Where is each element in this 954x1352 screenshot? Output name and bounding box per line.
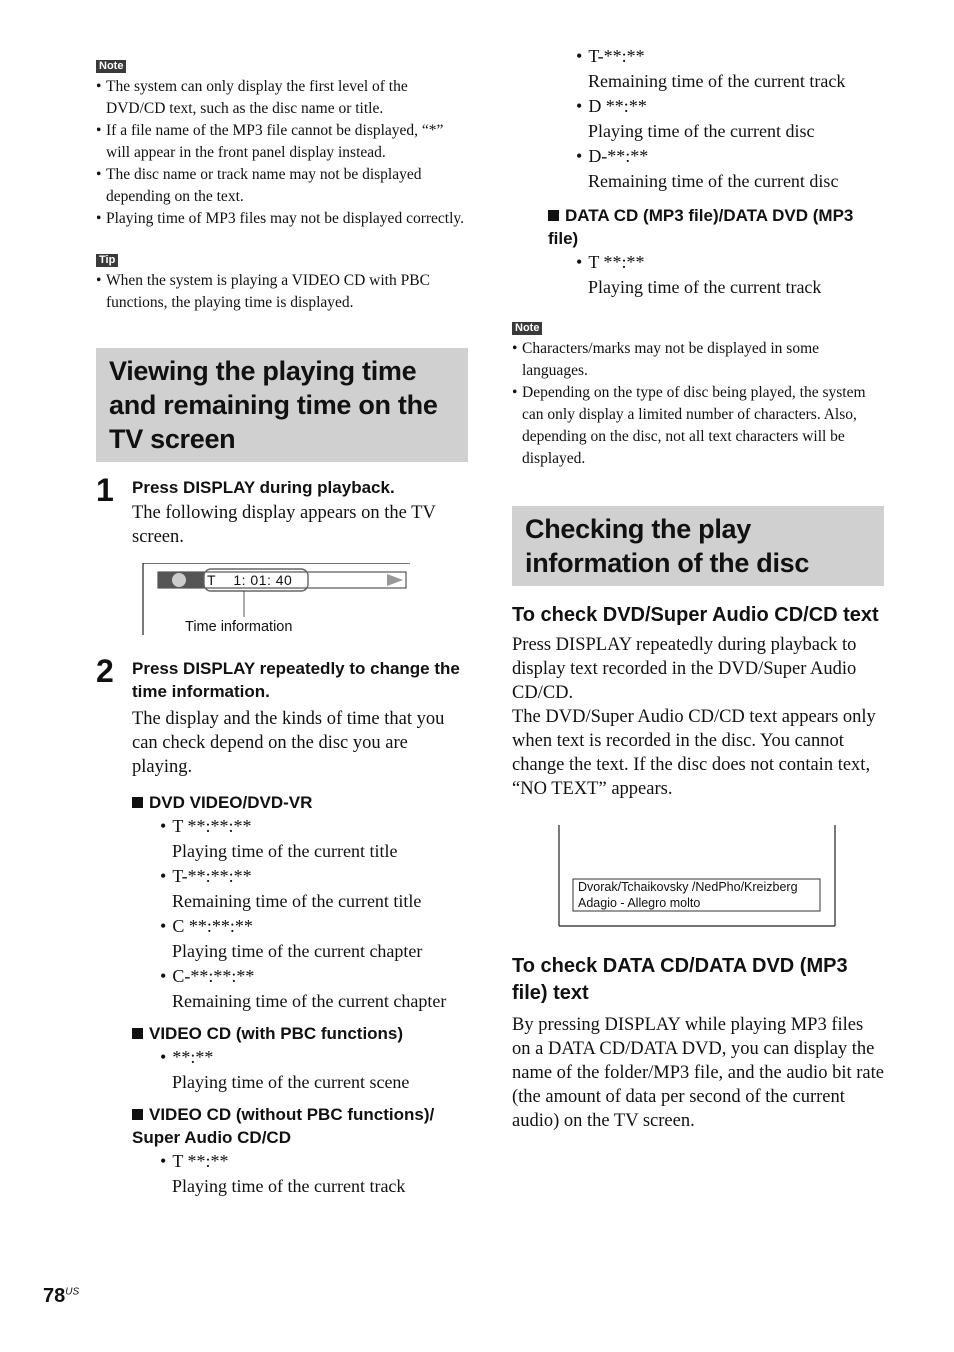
note-item: • Depending on the type of disc being played, the system can only display a limited number of characters. Also, depending on the disc, not all text characters will be displayed. <box>512 382 884 470</box>
note-item: • Characters/marks may not be displayed in some languages. <box>512 338 884 382</box>
disc-text-line1: Dvorak/Tchaikovsky /NedPho/Kreizberg <box>578 880 798 894</box>
list-item: • T **:**:** Playing time of the current title <box>160 814 468 864</box>
tip-list <box>96 270 468 314</box>
step-heading: Press DISPLAY repeatedly to change the time information. <box>132 659 460 701</box>
list-item: • D **:** Playing time of the current disc <box>576 94 884 144</box>
group-heading-mp3: DATA CD (MP3 file)/DATA DVD (MP3 file) <box>548 206 854 248</box>
section-title-play-info: Checking the play information of the disc <box>512 506 884 586</box>
time-readout: T 1: 01: 40 <box>207 572 293 588</box>
subheading-dvd-text: To check DVD/Super Audio CD/CD text <box>512 604 879 626</box>
group-items-vcd-pbc <box>160 1045 468 1095</box>
group-items-vcd-nopbc <box>160 1149 468 1199</box>
step-heading: Press DISPLAY during playback. <box>132 478 395 497</box>
step-body: The following display appears on the TV screen. <box>132 503 436 547</box>
step-body: The display and the kinds of time that you can check depend on the disc you are playing. <box>132 709 445 777</box>
note-item: • The system can only display the first level of the DVD/CD text, such as the disc name or title. <box>96 76 468 120</box>
list-item: • D-**:** Remaining time of the current disc <box>576 144 884 194</box>
note-item: • The disc name or track name may not be displayed depending on the text. <box>96 164 468 208</box>
group-heading-dvd: DVD VIDEO/DVD-VR <box>132 791 468 814</box>
section-title-viewing-time: Viewing the playing time and remaining time on the TV screen <box>96 348 468 462</box>
paragraph: Press DISPLAY repeatedly during playback to display text recorded in the DVD/Super Audio CD/CD. <box>512 635 857 703</box>
disc-text-line2: Adagio - Allegro molto <box>578 896 701 910</box>
group-heading-vcd-pbc: VIDEO CD (with PBC functions) <box>132 1022 468 1045</box>
group-heading-vcd-nopbc: VIDEO CD (without PBC functions)/ Super Audio CD/CD <box>132 1105 435 1147</box>
note-badge: Note <box>512 322 542 335</box>
list-item: • C-**:**:** Remaining time of the current chapter <box>160 964 468 1014</box>
tv-screen-time-display <box>132 563 410 635</box>
clock-icon <box>172 573 186 587</box>
tv-screen-text-display <box>558 825 836 927</box>
list-item: • T-**:**:** Remaining time of the current title <box>160 864 468 914</box>
paragraph: By pressing DISPLAY while playing MP3 files on a DATA CD/DATA DVD, you can display the name of the folder/MP3 file, and the audio bit rate (the amount of data per second of the current audio) on the TV screen. <box>512 1015 884 1131</box>
note-item: • If a file name of the MP3 file cannot be displayed, “*” will appear in the front panel display instead. <box>96 120 468 164</box>
list-item: • **:** Playing time of the current scene <box>160 1045 468 1095</box>
paragraph: The DVD/Super Audio CD/CD text appears only when text is recorded in the disc. You cannot change the text. If the disc does not contain text, “NO TEXT” appears. <box>512 707 876 799</box>
note-list <box>96 76 468 230</box>
step-1 <box>96 472 468 635</box>
note-list <box>512 338 884 470</box>
tip-badge: Tip <box>96 254 118 267</box>
group-items-mp3 <box>576 250 884 300</box>
note-badge: Note <box>96 60 126 73</box>
group-items-dvd <box>160 814 468 1014</box>
time-information-label: Time information <box>185 619 293 635</box>
tv-screen-frame <box>558 825 836 927</box>
list-item: • T **:** Playing time of the current track <box>576 250 884 300</box>
tip-item: • When the system is playing a VIDEO CD with PBC functions, the playing time is displayed. <box>96 270 468 314</box>
group-items-continued <box>576 44 884 194</box>
right-column <box>512 0 884 1133</box>
list-item: • T **:** Playing time of the current track <box>160 1149 468 1199</box>
left-column <box>96 0 468 1199</box>
step-number: 1 <box>96 472 114 508</box>
list-item: • C **:**:** Playing time of the current chapter <box>160 914 468 964</box>
step-number: 2 <box>96 653 114 689</box>
subheading-mp3-text: To check DATA CD/DATA DVD (MP3 file) text <box>512 955 848 1004</box>
list-item: • T-**:** Remaining time of the current track <box>576 44 884 94</box>
note-item: • Playing time of MP3 files may not be displayed correctly. <box>96 208 468 230</box>
page-number: $78^{US}$ <box>43 1285 80 1307</box>
step-2 <box>96 653 468 1199</box>
